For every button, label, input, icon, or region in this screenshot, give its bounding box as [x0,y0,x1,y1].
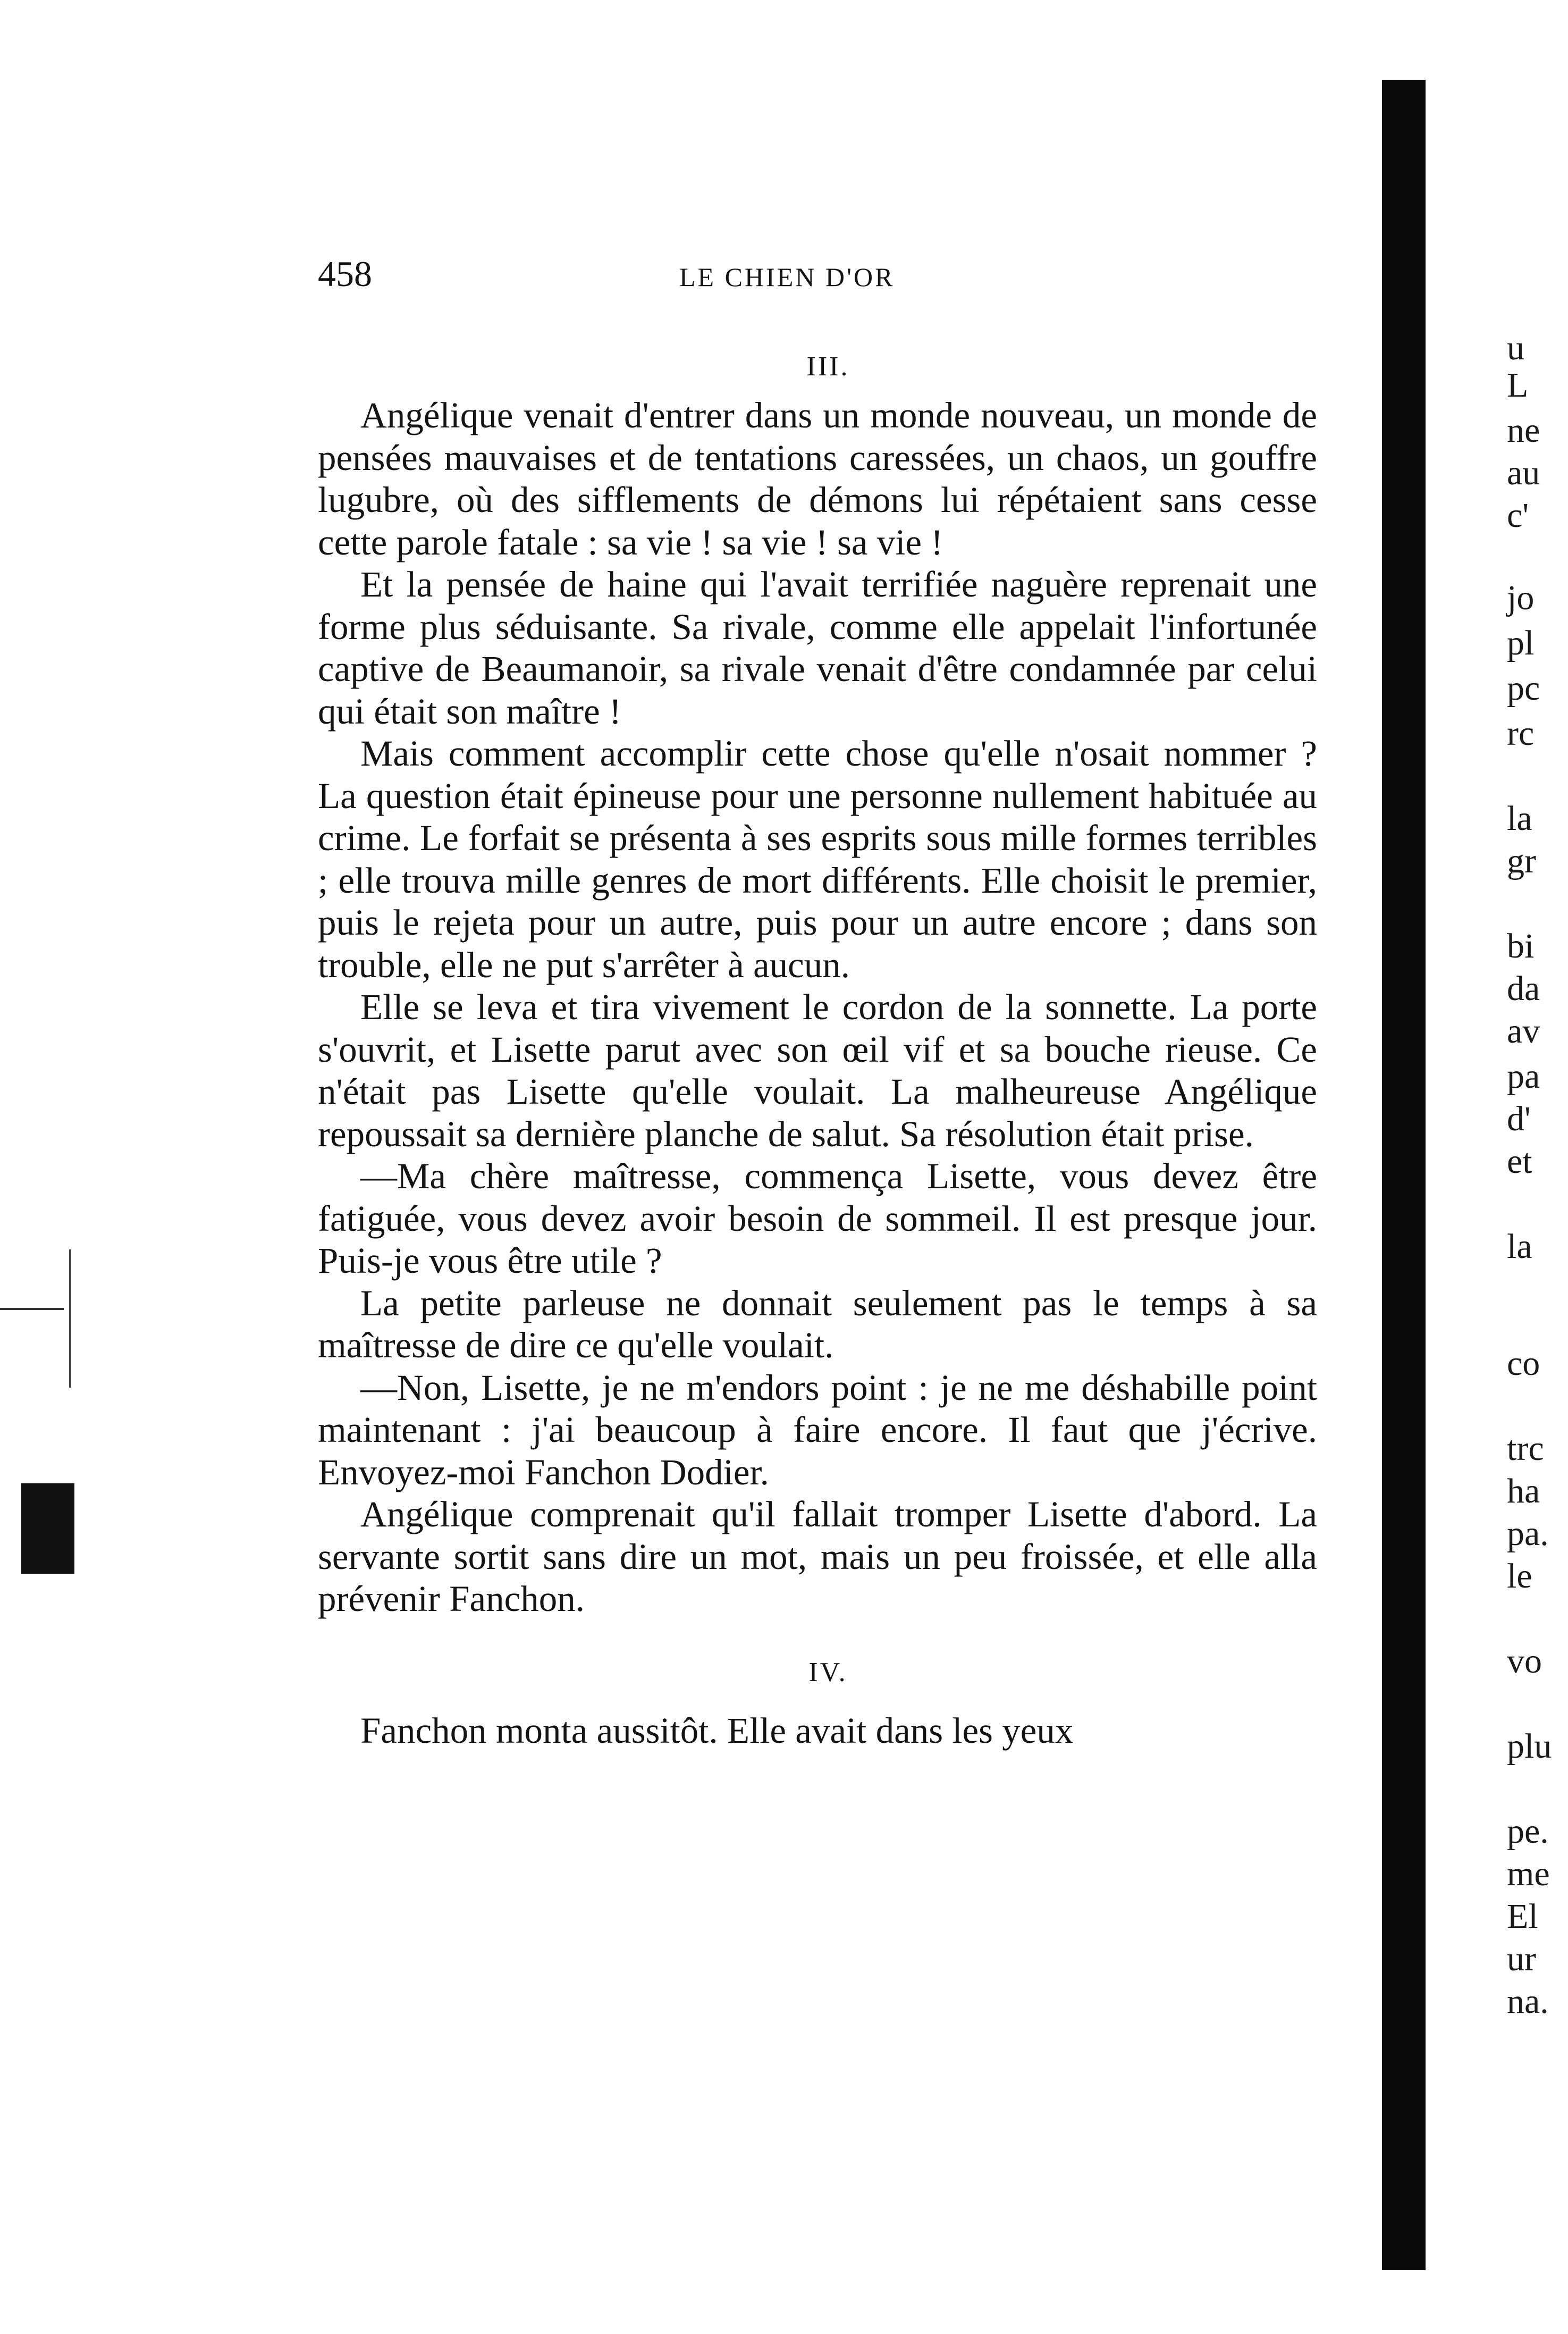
paragraph: Fanchon monta aussitôt. Elle avait dans les yeux [360,1710,1074,1751]
facing-page-fragment: ur [1507,1940,1536,1978]
facing-page-fragment: vo [1507,1642,1542,1681]
paragraph: Elle se leva et tira vivement le cordon de la sonnette. La porte s'ouvrit, et Lisette parut avec son œil vif et sa bouche rieuse. Ce n'était pas Lisette qu'elle voulait. La malheureuse Angélique repoussait sa dernière planche de salut. Sa résolution était prise. [318,987,1317,1154]
main-text-column [318,346,1317,1752]
facing-page-fragment: da [1507,969,1540,1008]
scan-mark [21,1483,74,1574]
page-number: 458 [318,254,372,294]
scan-mark [69,1249,71,1388]
facing-page-fragment: av [1507,1012,1540,1051]
facing-page-fragment: pe. [1507,1812,1549,1851]
facing-page-fragment: u [1507,329,1524,367]
facing-page-fragment: jo [1507,578,1535,617]
paragraph: La petite parleuse ne donnait seulement pas le temps à sa maîtresse de dire ce qu'elle voulait. [318,1282,1317,1365]
facing-page-fragment: au [1507,454,1540,492]
facing-page-fragment: pa. [1507,1514,1549,1553]
section-heading-iii: III. [806,351,850,382]
facing-page-fragment: gr [1507,842,1536,880]
facing-page-fragment: c' [1507,496,1529,535]
facing-page-fragment: na. [1507,1982,1549,2021]
running-title: LE CHIEN D'OR [679,262,895,292]
facing-page-fragment: rc [1507,714,1535,753]
facing-page-fragment: co [1507,1344,1540,1383]
facing-page-fragment: El [1507,1897,1538,1936]
facing-page-fragment: ne [1507,411,1540,450]
section-heading-iv: IV. [808,1657,848,1687]
paragraph: —Ma chère maîtresse, commença Lisette, vous devez être fatiguée, vous devez avoir besoin de sommeil. Il est presque jour. Puis-je vous être utile ? [318,1156,1317,1281]
facing-page-fragment: L [1507,366,1529,405]
facing-page-fragment: pl [1507,624,1535,662]
facing-page-fragment: plu [1507,1727,1552,1766]
facing-page-fragment: pc [1507,669,1540,708]
paragraph: Et la pensée de haine qui l'avait terrifiée naguère reprenait une forme plus séduisante. Sa rivale, comme elle appelait l'infortunée captive de Beaumanoir, sa rivale venait d'être condamnée par celui qui était son maître ! [318,564,1317,732]
facing-page-fragment: me [1507,1854,1550,1893]
facing-page-fragment: d' [1507,1099,1531,1138]
paragraph: Angélique comprenait qu'il fallait tromper Lisette d'abord. La servante sortit sans dire un mot, mais un peu froissée, et elle alla prévenir Fanchon. [318,1494,1317,1619]
binding-shadow [1382,80,1426,2270]
paragraph: Angélique venait d'entrer dans un monde nouveau, un monde de pensées mauvaises et de tentations caressées, un chaos, un gouffre lugubre, où des sifflements de démons lui répétaient sans cesse cette parole fatale : sa vie ! sa vie ! sa vie ! [318,395,1317,562]
facing-page-fragment: bi [1507,927,1535,965]
paragraph: Mais comment accomplir cette chose qu'elle n'osait nommer ? La question était épineuse pour une personne nullement habituée au crime. Le forfait se présenta à ses esprits sous mille formes terribles ; elle trouva mille genres de mort différents. Elle choisit le premier, puis le rejeta pour un autre, puis pour un autre encore ; dans son trouble, elle ne put s'arrêter à aucun. [318,733,1317,985]
facing-page-fragment: le [1507,1557,1532,1596]
paragraph: —Non, Lisette, je ne m'endors point : je ne me déshabille point maintenant : j'ai beaucoup à faire encore. Il faut que j'écrive. Envoyez-moi Fanchon Dodier. [318,1367,1317,1492]
facing-page-fragment: la [1507,1227,1532,1266]
facing-page-fragment: la [1507,799,1532,838]
facing-page-fragment: trc [1507,1429,1544,1468]
running-head [318,250,1322,298]
scan-mark [0,1308,64,1310]
facing-page-fragment: pa [1507,1057,1540,1096]
facing-page-fragment: et [1507,1142,1532,1181]
facing-page-fragment: ha [1507,1472,1540,1510]
